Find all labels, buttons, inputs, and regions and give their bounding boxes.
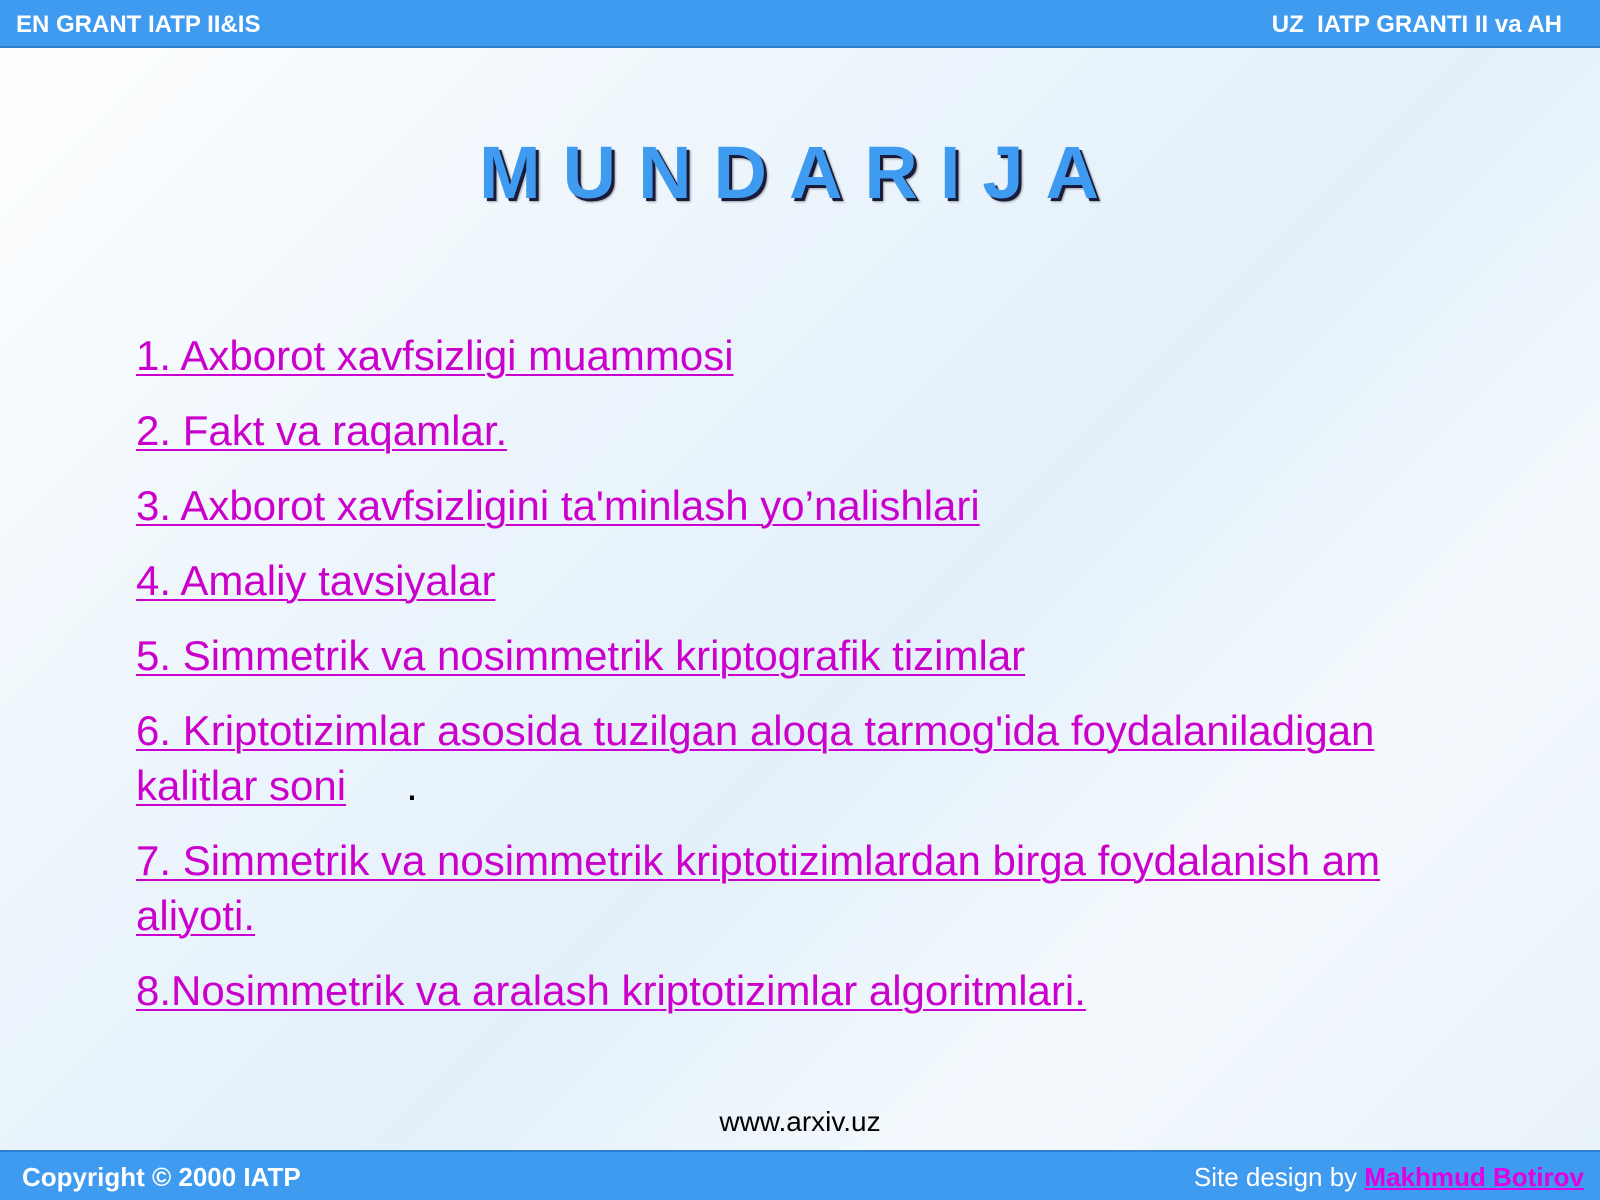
toc-item-4 [136, 553, 1466, 608]
toc-item-5 [136, 628, 1466, 683]
footer-bar [0, 1150, 1600, 1200]
toc-item-7 [136, 833, 1466, 943]
copyright-text: Copyright © 2000 IATP [22, 1162, 301, 1192]
top-header-bar [0, 0, 1600, 48]
toc-link-4[interactable]: 4. Amaliy tavsiyalar [136, 557, 496, 604]
site-design-credit [1194, 1162, 1584, 1193]
toc-link-7[interactable]: 7. Simmetrik va nosimmetrik kriptotizimlardan birga foydalanish am aliyoti. [136, 837, 1381, 939]
toc-item-6 [136, 703, 1466, 813]
toc-link-3[interactable]: 3. Axborot xavfsizligini ta'minlash yo’nalishlari [136, 482, 980, 529]
trailing-dot: . [406, 762, 418, 809]
toc-link-8[interactable]: 8.Nosimmetrik va aralash kriptotizimlar algoritmlari. [136, 967, 1086, 1014]
toc-link-1[interactable]: 1. Axborot xavfsizligi muammosi [136, 332, 734, 379]
toc-link-5[interactable]: 5. Simmetrik va nosimmetrik kriptografik tizimlar [136, 632, 1026, 679]
page-title: MUNDARIJA [479, 131, 1121, 214]
header-left-text: EN GRANT IATP II&IS [16, 11, 261, 38]
toc-item-3 [136, 478, 1466, 533]
table-of-contents [136, 328, 1466, 1038]
site-url: www.arxiv.uz [719, 1106, 881, 1137]
design-prefix: Site design by [1193, 1162, 1365, 1192]
header-right-text: UZ IATP GRANTI II va AH [1271, 11, 1562, 38]
toc-item-1 [136, 328, 1466, 383]
toc-link-2[interactable]: 2. Fakt va raqamlar. [136, 407, 508, 454]
designer-link[interactable]: Makhmud Botirov [1364, 1162, 1584, 1192]
toc-item-2 [136, 403, 1466, 458]
toc-link-6[interactable]: 6. Kriptotizimlar asosida tuzilgan aloqa tarmog'ida foydalaniladigan kalitlar soni [136, 707, 1375, 809]
toc-item-8 [136, 963, 1466, 1018]
